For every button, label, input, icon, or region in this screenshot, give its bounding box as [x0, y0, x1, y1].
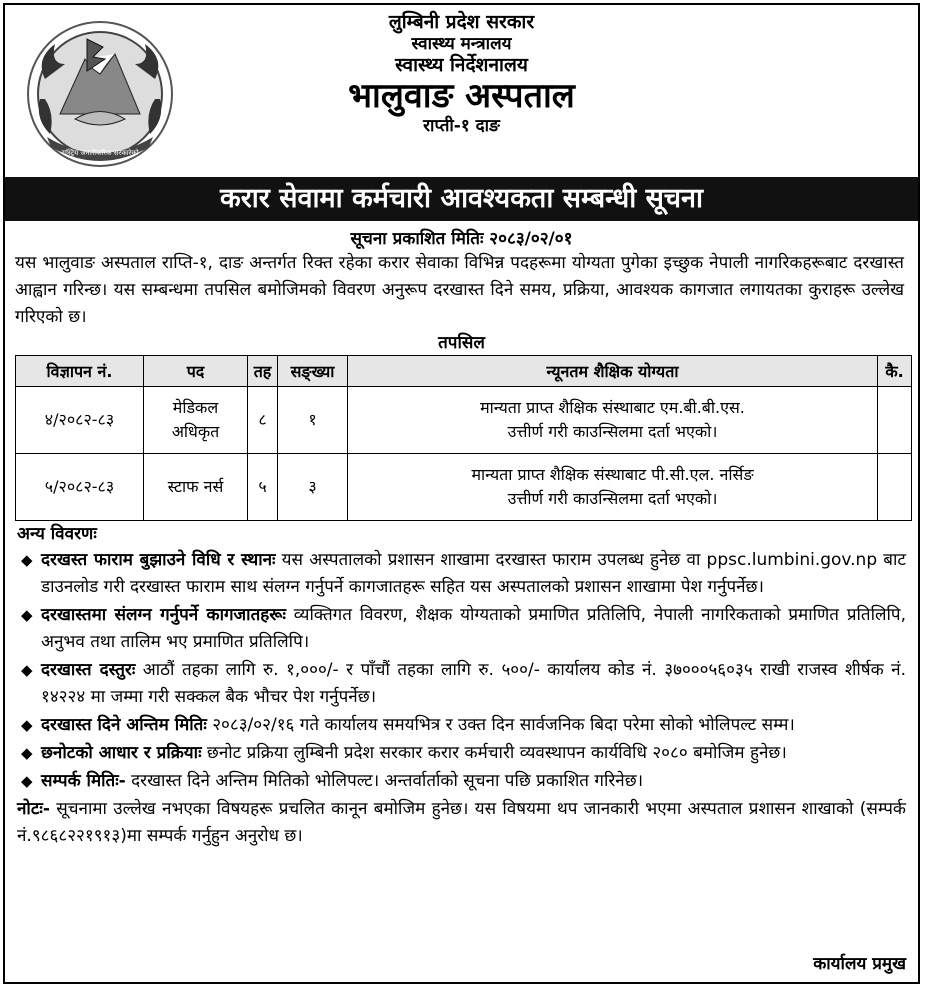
- other-details-section: [5, 521, 918, 850]
- diamond-bullet-icon: ◆: [21, 661, 33, 679]
- note-paragraph: [17, 796, 906, 850]
- list-item: [17, 657, 906, 711]
- bullet-label: सम्पर्क मितिः-: [41, 771, 126, 791]
- qualification-line: उत्तीर्ण गरी काउन्सिलमा दर्ता भएको।: [507, 422, 718, 441]
- col-header-post: पद: [144, 356, 248, 387]
- bullet-text: दरखास्त दिने अन्तिम मितिको भोलिपल्ट। अन्तर्वार्ताको सूचना पछि प्रकाशित गरिनेछ।: [125, 771, 644, 791]
- bullet-text: आठौं तहका लागि रु. १,०००/- र पाँचौं तहका लागि रु. ५००/- कार्यालय कोड नं. ३७०००५६०३५ राखी राजस्व शीर्षक नं. १४२२४ मा जम्मा गरी सक्कल बैक भौचर पेश गर्नुपर्नेछ।: [41, 660, 906, 707]
- table-row: [16, 387, 912, 454]
- bullet-label: दरखास्त दस्तुरः: [41, 660, 136, 680]
- bullet-text: छनोट प्रक्रिया लुम्बिनी प्रदेश सरकार करार कर्मचारी व्यवस्थापन कार्यविधि २०८० बमोजिम हुनेछ।: [201, 743, 787, 763]
- list-item: [17, 712, 906, 739]
- ministry-name: स्वास्थ्य मन्त्रालय: [411, 33, 512, 54]
- intro-paragraph: यस भालुवाङ अस्पताल राप्ति-१, दाङ अन्तर्गत रिक्त रहेका करार सेवाका विभिन्न पदहरूमा योग्यता पुगेका इच्छुक नेपाली नागरिकहरूबाट दरखास्त आह्वान गरिन्छ। यस सम्बन्धमा तपसिल बमोजिमको विवरण अनुरूप दरखास्त दिने समय, प्रक्रिया, आवश्यक कागजात लगायतका कुराहरू उल्लेख गरिएको छ।: [15, 253, 904, 327]
- notice-page: [3, 3, 920, 984]
- table-title: तपसिल: [438, 333, 485, 353]
- note-text: सूचनामा उल्लेख नभएका विषयहरू प्रचलित कानून बमोजिम हुनेछ। यस विषयमा थप जानकारी भएमा अस्पताल प्रशासन शाखाको (सम्पर्क नं.९८६८२२१९१३)मा सम्पर्क गर्नुहुन अनुरोध छ।: [17, 799, 906, 846]
- bullet-text: व्यक्तिगत विवरण, शैक्षक योग्यताको प्रमाणित प्रतिलिपि, नेपाली नागरिकताको प्रमाणित प्रतिलिपि, अनुभव तथा तालिम भए प्रमाणित प्रतिलिपि।: [41, 605, 906, 652]
- diamond-bullet-icon: ◆: [21, 606, 33, 624]
- hospital-address: राप्ती-१ दाङ: [423, 116, 500, 137]
- table-header-row: [16, 356, 912, 387]
- qualification-line: उत्तीर्ण गरी काउन्सिलमा दर्ता भएको।: [507, 489, 718, 508]
- post-line: स्टाफ नर्स: [167, 477, 224, 496]
- bullet-label: छनोटको आधार र प्रक्रियाः: [41, 743, 202, 763]
- qualification-line: मान्यता प्राप्त शैक्षिक संस्थाबाट पी.सी.एल. नर्सिङ: [471, 465, 754, 484]
- vacancy-table: [15, 355, 912, 521]
- diamond-bullet-icon: ◆: [21, 551, 33, 569]
- qualification-line: मान्यता प्राप्त शैक्षिक संस्थाबाट एम.बी.बी.एस.: [480, 398, 745, 417]
- col-header-count: सङ्ख्या: [278, 356, 348, 387]
- province-name: लुम्बिनी प्रदेश सरकार: [388, 11, 535, 33]
- post-cell: [144, 454, 248, 521]
- other-details-title: अन्य विवरणः: [17, 524, 97, 544]
- hospital-name: भालुवाङ अस्पताल: [348, 75, 575, 116]
- diamond-bullet-icon: ◆: [21, 772, 33, 790]
- directorate-name: स्वास्थ्य निर्देशनालय: [395, 54, 528, 77]
- ad-no-cell: ४/२०८२-८३: [16, 387, 144, 454]
- bullet-text: २०८३/०२/१६ गते कार्यालय समयभित्र र उक्त दिन सार्वजनिक बिदा परेमा सोको भोलिपल्ट सम्म।: [206, 715, 795, 735]
- count-cell: ३: [278, 454, 348, 521]
- qualification-cell: [348, 387, 878, 454]
- list-item: [17, 547, 906, 601]
- bullet-label: दरखास्त दिने अन्तिम मितिः: [41, 715, 207, 735]
- emblem-text: रास्ट्रिय जनलीकरिक सरकारेको: [61, 149, 139, 157]
- level-cell: ५: [248, 454, 278, 521]
- col-header-remarks: कै.: [878, 356, 912, 387]
- ad-no-cell: ५/२०८२-८३: [16, 454, 144, 521]
- col-header-level: तह: [248, 356, 278, 387]
- qualification-cell: [348, 454, 878, 521]
- list-item: [17, 768, 906, 795]
- remarks-cell: [878, 387, 912, 454]
- notice-title-banner: करार सेवामा कर्मचारी आवश्यकता सम्बन्धी सूचना: [5, 177, 918, 221]
- bullet-label: दरखस्त फाराम बुझाउने विधि र स्थानः: [41, 550, 276, 570]
- note-label: नोटः-: [17, 799, 50, 819]
- count-cell: १: [278, 387, 348, 454]
- post-cell: [144, 387, 248, 454]
- diamond-bullet-icon: ◆: [21, 744, 33, 762]
- remarks-cell: [878, 454, 912, 521]
- publish-date: सूचना प्रकाशित मितिः २०८३/०२/०१: [350, 229, 573, 249]
- diamond-bullet-icon: ◆: [21, 716, 33, 734]
- level-cell: ८: [248, 387, 278, 454]
- table-row: [16, 454, 912, 521]
- list-item: [17, 740, 906, 767]
- bullet-label: दरखास्तमा संलग्न गर्नुपर्ने कागजातहरूः: [41, 605, 286, 625]
- post-line: अधिकृत: [171, 422, 220, 441]
- signature-office-chief: कार्यालय प्रमुख: [813, 954, 906, 974]
- col-header-qualification: न्यूनतम शैक्षिक योग्यता: [348, 356, 878, 387]
- bullet-text: यस अस्पतालको प्रशासन शाखामा दरखास्त फाराम उपलब्ध हुनेछ वा ppsc.lumbini.gov.np बाट डाउनलोड गरी दरखास्त फाराम साथ संलग्न गर्नुपर्ने कागजातहरू सहित यस अस्पतालको प्रशासन शाखामा पेश गर्नुपर्नेछ।: [41, 550, 906, 597]
- col-header-ad-no: विज्ञापन नं.: [16, 356, 144, 387]
- list-item: [17, 602, 906, 656]
- post-line: मेडिकल: [172, 398, 219, 417]
- letterhead: [5, 5, 918, 177]
